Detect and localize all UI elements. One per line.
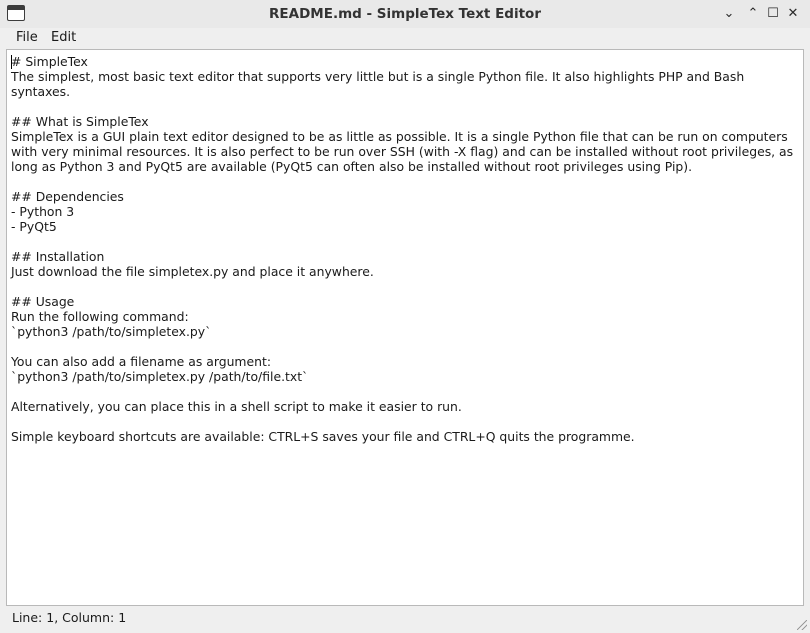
restore-icon[interactable]: ⌃ (747, 6, 759, 21)
text-editor-area[interactable] (6, 49, 804, 606)
minimize-icon[interactable]: ⌄ (723, 6, 735, 21)
maximize-icon[interactable]: ☐ (767, 6, 779, 21)
editor-content[interactable]: # SimpleTex The simplest, most basic text editor that supports very little but is a single Python file. It also highlights PHP and Bash syntaxes. ## What is SimpleTex SimpleTex is a GUI plain text editor designed to be as little as possible. It is a single Python file that can be run on computers with very minimal resources. It is also perfect to be run over SSH (with -X flag) and can be installed without root privileges, as long as Python 3 and PyQt5 are available (PyQt5 can often also be installed without root privileges using Pip). ## Dependencies - Python 3 - PyQt5 ## Installation Just download the file simpletex.py and place it anywhere. ## Usage Run the following command: `python3 /path/to/simpletex.py` You can also add a filename as argument: `python3 /path/to/simpletex.py /path/to/file.txt` Alternatively, you can place this in a shell script to make it easier to run. Simple keyboard shortcuts are available: CTRL+S saves your file and CTRL+Q quits the programme. (11, 54, 794, 444)
menu-bar (0, 28, 810, 48)
resize-grip-icon[interactable] (797, 620, 807, 630)
close-icon[interactable]: ✕ (787, 6, 799, 21)
window-title: README.md - SimpleTex Text Editor (269, 6, 541, 22)
menu-file[interactable]: File (16, 30, 38, 45)
status-bar (0, 606, 810, 633)
cursor-position: Line: 1, Column: 1 (12, 610, 127, 625)
menu-edit[interactable]: Edit (51, 30, 77, 45)
title-bar[interactable] (0, 0, 810, 29)
